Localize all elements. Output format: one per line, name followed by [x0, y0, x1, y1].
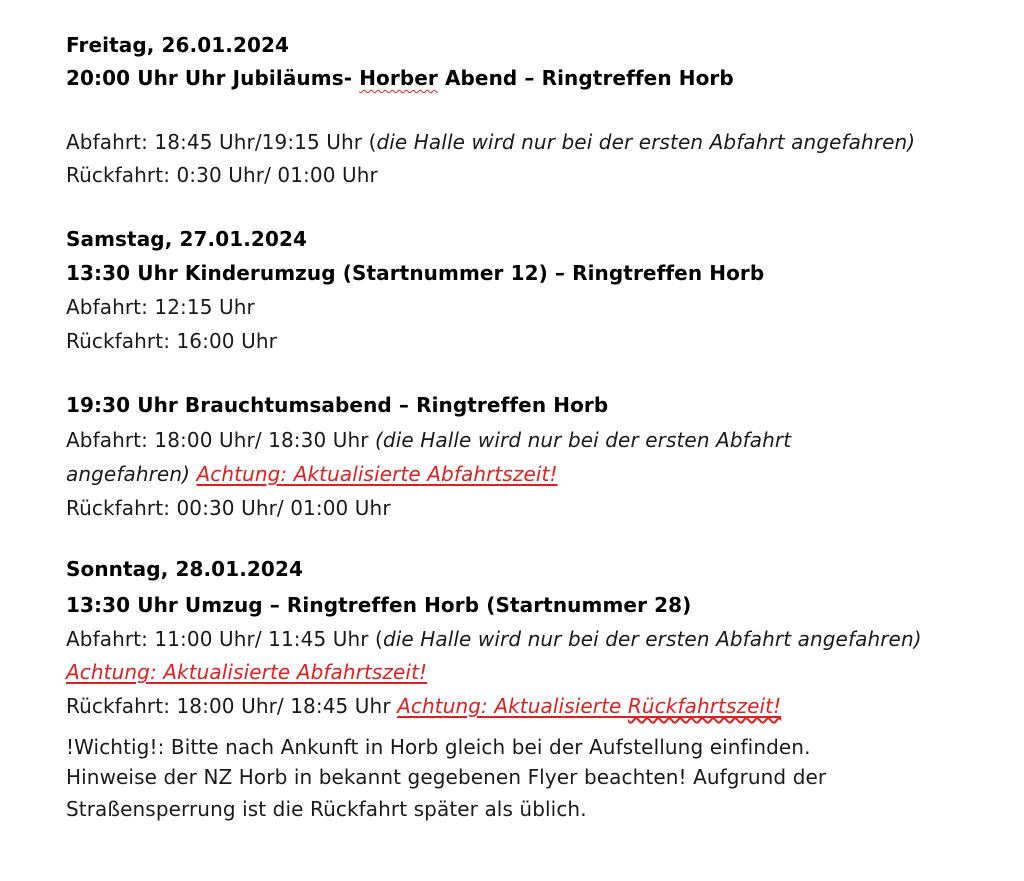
- friday-return-line: Rückfahrt: 0:30 Uhr/ 01:00 Uhr: [66, 163, 378, 187]
- sunday-return-line: [66, 692, 781, 720]
- sunday-departure-times: Abfahrt: 11:00 Uhr/ 11:45 Uhr (: [66, 627, 383, 651]
- sunday-important-note-line2: Hinweise der NZ Horb in bekannt gegebenen Flyer beachten! Aufgrund der: [66, 765, 827, 789]
- friday-departure-times: Abfahrt: 18:45 Uhr/19:15 Uhr (: [66, 130, 377, 154]
- sunday-important-note-line3: Straßensperrung ist die Rückfahrt später als üblich.: [66, 797, 587, 821]
- saturday-event2-departure-line2: [66, 460, 558, 488]
- sunday-departure-note: die Halle wird nur bei der ersten Abfahrt angefahren): [382, 627, 922, 651]
- saturday-event2-return: Rückfahrt: 00:30 Uhr/ 01:00 Uhr: [66, 496, 391, 520]
- friday-event-title: [66, 64, 734, 92]
- sunday-return-times: Rückfahrt: 18:00 Uhr/ 18:45 Uhr: [66, 694, 398, 718]
- spellcheck-marked-word: Horber: [359, 66, 438, 90]
- sunday-departure-warning: Achtung: Aktualisierte Abfahrtszeit!: [66, 660, 428, 684]
- saturday-event2-title: 19:30 Uhr Brauchtumsabend – Ringtreffen Horb: [66, 393, 609, 417]
- friday-departure-line: [66, 128, 915, 156]
- saturday-event2-departure-times: Abfahrt: 18:00 Uhr/ 18:30 Uhr: [66, 428, 376, 452]
- friday-departure-note: die Halle wird nur bei der ersten Abfahrt angefahren): [376, 130, 916, 154]
- sunday-event-title: 13:30 Uhr Umzug – Ringtreffen Horb (Startnummer 28): [66, 593, 692, 617]
- saturday-event1-title: 13:30 Uhr Kinderumzug (Startnummer 12) – Ringtreffen Horb: [66, 261, 765, 285]
- friday-event-title-part1: 20:00 Uhr Uhr Jubiläums-: [66, 66, 360, 90]
- sunday-departure-line: [66, 625, 922, 653]
- sunday-date-heading: Sonntag, 28.01.2024: [66, 557, 303, 581]
- friday-date-heading: Freitag, 26.01.2024: [66, 33, 290, 57]
- sunday-departure-warning-line: [66, 658, 427, 686]
- saturday-event2-departure-note: (die Halle wird nur bei der ersten Abfahrt: [375, 428, 792, 452]
- saturday-event1-departure: Abfahrt: 12:15 Uhr: [66, 295, 255, 319]
- sunday-return-warning-part1: Achtung: Aktualisierte: [397, 694, 628, 718]
- spellcheck-marked-word: Rückfahrtszeit!: [627, 694, 782, 718]
- saturday-event2-departure-note-cont: angefahren): [66, 462, 197, 486]
- friday-event-title-part2: Abend – Ringtreffen Horb: [437, 66, 734, 90]
- sunday-important-note-line1: !Wichtig!: Bitte nach Ankunft in Horb gleich bei der Aufstellung einfinden.: [66, 735, 811, 759]
- saturday-event2-departure-warning: Achtung: Aktualisierte Abfahrtszeit!: [196, 462, 558, 486]
- sunday-return-warning: [397, 694, 781, 718]
- saturday-event2-departure-line: [66, 426, 791, 454]
- saturday-event1-return: Rückfahrt: 16:00 Uhr: [66, 329, 277, 353]
- saturday-date-heading: Samstag, 27.01.2024: [66, 227, 308, 251]
